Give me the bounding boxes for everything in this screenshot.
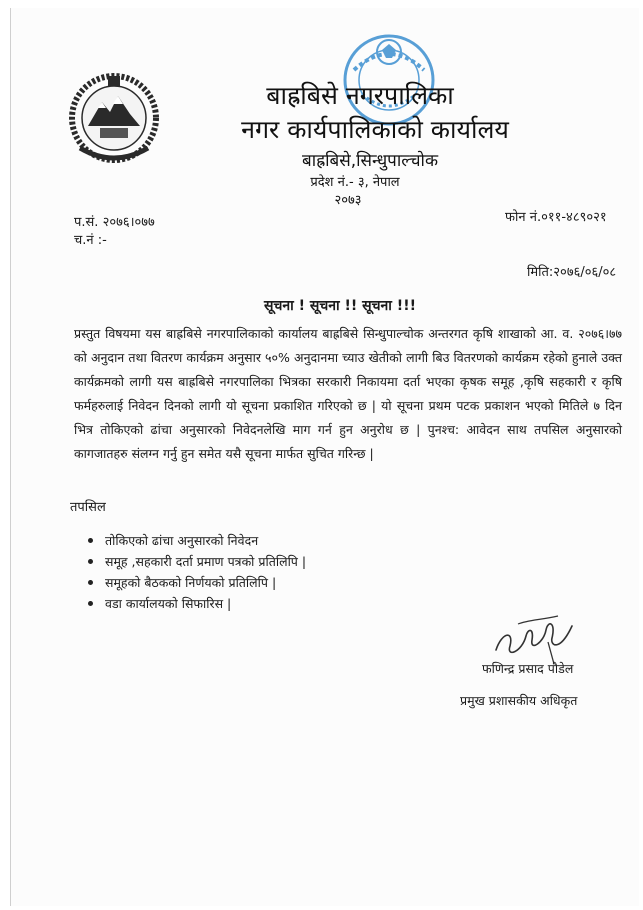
list-item-text: समूह ,सहकारी दर्ता प्रमाण पत्रको प्रतिलिपि | bbox=[105, 554, 307, 569]
letter-date: मिति:२०७६/०६/०८ bbox=[527, 265, 617, 280]
nepal-emblem-icon bbox=[66, 68, 162, 168]
bullet-icon bbox=[88, 601, 93, 606]
list-item bbox=[88, 572, 306, 593]
list-item bbox=[88, 551, 306, 572]
established-year: २०७३ bbox=[334, 193, 362, 208]
office-address: बाह्रबिसे,सिन्धुपाल्चोक bbox=[301, 151, 438, 171]
chalani-number: च.नं :- bbox=[74, 233, 107, 248]
tapsil-list bbox=[88, 530, 306, 614]
bullet-icon bbox=[88, 559, 93, 564]
list-item-text: तोकिएको ढांचा अनुसारको निवेदन bbox=[105, 533, 259, 548]
signer-name: फणिन्द्र प्रसाद पौडेल bbox=[482, 661, 574, 676]
list-item bbox=[88, 593, 306, 614]
municipality-name: बाह्रबिसे नगरपालिका bbox=[266, 81, 454, 110]
phone-number: फोन नं.०११-४८९०२१ bbox=[505, 210, 607, 225]
province-line: प्रदेश नं.- ३, नेपाल bbox=[310, 175, 400, 190]
office-name: नगर कार्यपालिकाको कार्यालय bbox=[241, 115, 509, 144]
patra-sankhya: प.सं. २०७६।०७७ bbox=[74, 215, 155, 230]
bullet-icon bbox=[88, 538, 93, 543]
list-item-text: वडा कार्यालयको सिफारिस | bbox=[105, 596, 232, 611]
signer-title: प्रमुख प्रशासकीय अधिकृत bbox=[460, 693, 578, 708]
list-item bbox=[88, 530, 306, 551]
notice-title: सूचना ! सूचना !! सूचना !!! bbox=[264, 298, 416, 314]
tapsil-heading: तपसिल bbox=[70, 500, 106, 515]
notice-body: प्रस्तुत विषयमा यस बाह्रबिसे नगरपालिकाको कार्यालय बाह्रबिसे सिन्धुपाल्चोक अन्तरगत कृषि शाखाको आ. व. २०७६।७७ को अनुदान तथा वितरण कार्यक्रम अनुसार ५०% अनुदानमा च्याउ खेतीको लागी बिउ वितरणको कार्यक्रम रहेको हुनाले उक्त कार्यक्रमको लागी यस बाह्रबिसे नगरपालिका भित्रका सरकारी निकायमा दर्ता भएका कृषक समूह ,कृषि सहकारी र कृषि फर्महरुलाई निवेदन दिनको लागी यो सूचना प्रकाशित गरिएको छ | यो सूचना प्रथम पटक प्रकाशन भएको मितिले ७ दिन भित्र तोकिएको ढांचा अनुसारको निवेदनलेखि माग गर्न हुन अनुरोध छ | पुनश्च: आवेदन साथ तपसिल अनुसारको कागजातहरु संलग्न गर्नु हुन समेत यसै सूचना मार्फत सुचित गरिन्छ | bbox=[74, 326, 622, 461]
list-item-text: समूहको बैठकको निर्णयको प्रतिलिपि | bbox=[105, 575, 277, 590]
bullet-icon bbox=[88, 580, 93, 585]
